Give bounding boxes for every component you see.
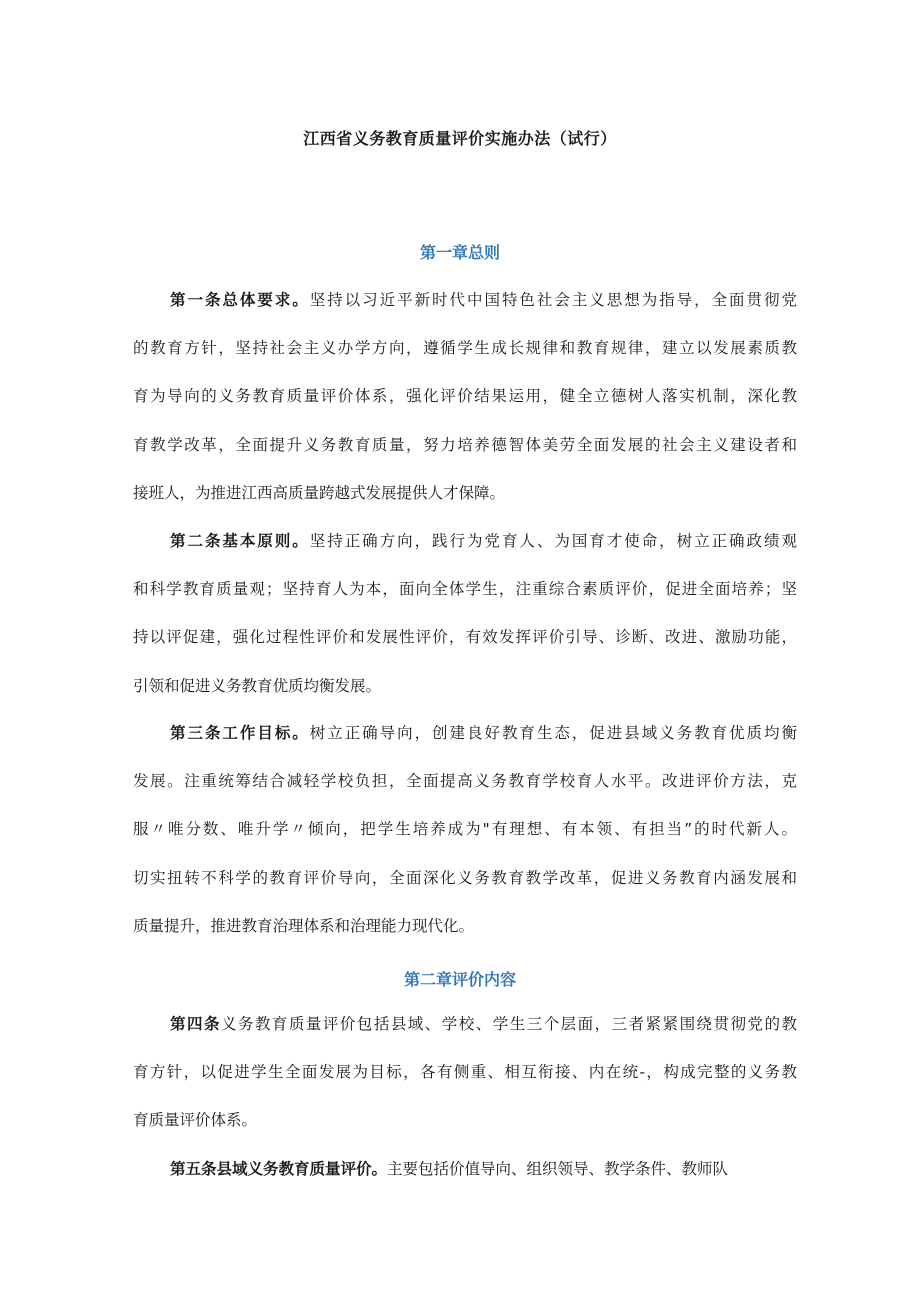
chapter-heading-1: 第一章总则 [419,243,500,262]
article-line: 和科学教育质量观；坚持育人为本，面向全体学生，注重综合素质评价，促进全面培养；坚 [133,580,797,599]
article-line: 的教育方针，坚持社会主义办学方向，遵循学生成长规律和教育规律，建立以发展素质教 [133,339,797,358]
article-3 [133,709,797,950]
article-line: 引领和促进义务教育优质均衡发展。 [133,676,382,695]
article-line: 育质量评价体系。 [133,1111,258,1130]
article-lead: 第二条基本原则。 [170,532,310,550]
article-lead: 第三条工作目标。 [170,724,310,742]
article-line: 切实扭转不科学的教育评价导向，全面深化义务教育教学改革，促进义务教育内涵发展和 [133,868,797,887]
article-2 [133,517,797,710]
article-line: 服〃唯分数、唯升学〃倾向，把学生培养成为"有理想、有本领、有担当”的时代新人。 [133,820,797,839]
article-lead: 第一条总体要求。 [170,291,310,309]
article-line: 发展。注重统筹结合减轻学校负担，全面提高义务教育学校育人水平。改进评价方法，克 [133,772,797,791]
article-text: 坚持以习近平新时代中国特色社会主义思想为指导，全面贯彻党 [309,291,797,309]
article-5 [133,1145,797,1193]
article-line: 育方针，以促进学生全面发展为目标，各有侧重、相互衔接、内在统-，构成完整的义务教 [133,1063,797,1082]
article-line [133,276,797,324]
article-line: 育教学改革，全面提升义务教育质量，努力培养德智体美劳全面发展的社会主义建设者和 [133,435,797,454]
article-line [133,709,797,757]
article-line [133,1000,797,1048]
article-line: 育为导向的义务教育质量评价体系，强化评价结果运用，健全立德树人落实机制，深化教 [133,387,797,406]
article-text: 主要包括价值导向、组织领导、教学条件、教师队 [387,1160,729,1178]
article-lead: 第五条县域义务教育质量评价。 [170,1160,388,1178]
article-text: 坚持正确方向，践行为党育人、为国育才使命，树立正确政绩观 [309,532,797,550]
chapter-heading-2: 第二章评价内容 [403,970,516,989]
article-line: 接班人，为推进江西高质量跨越式发展提供人才保障。 [133,483,506,502]
article-text: 义务教育质量评价包括县域、学校、学生三个层面，三者紧紧围绕贯彻党的教 [220,1015,797,1033]
article-line [133,1145,797,1193]
article-4 [133,1000,797,1145]
article-line: 质量提升，推进教育治理体系和治理能力现代化。 [133,916,475,935]
article-line [133,517,797,565]
article-text: 树立正确导向，创建良好教育生态，促进县域义务教育优质均衡 [309,724,797,742]
article-1 [133,276,797,517]
article-line: 持以评促建，强化过程性评价和发展性评价，有效发挥评价引导、诊断、改进、激励功能， [133,628,797,647]
article-lead: 第四条 [170,1015,221,1033]
document-title: 江西省义务教育质量评价实施办法（试行） [303,129,617,148]
